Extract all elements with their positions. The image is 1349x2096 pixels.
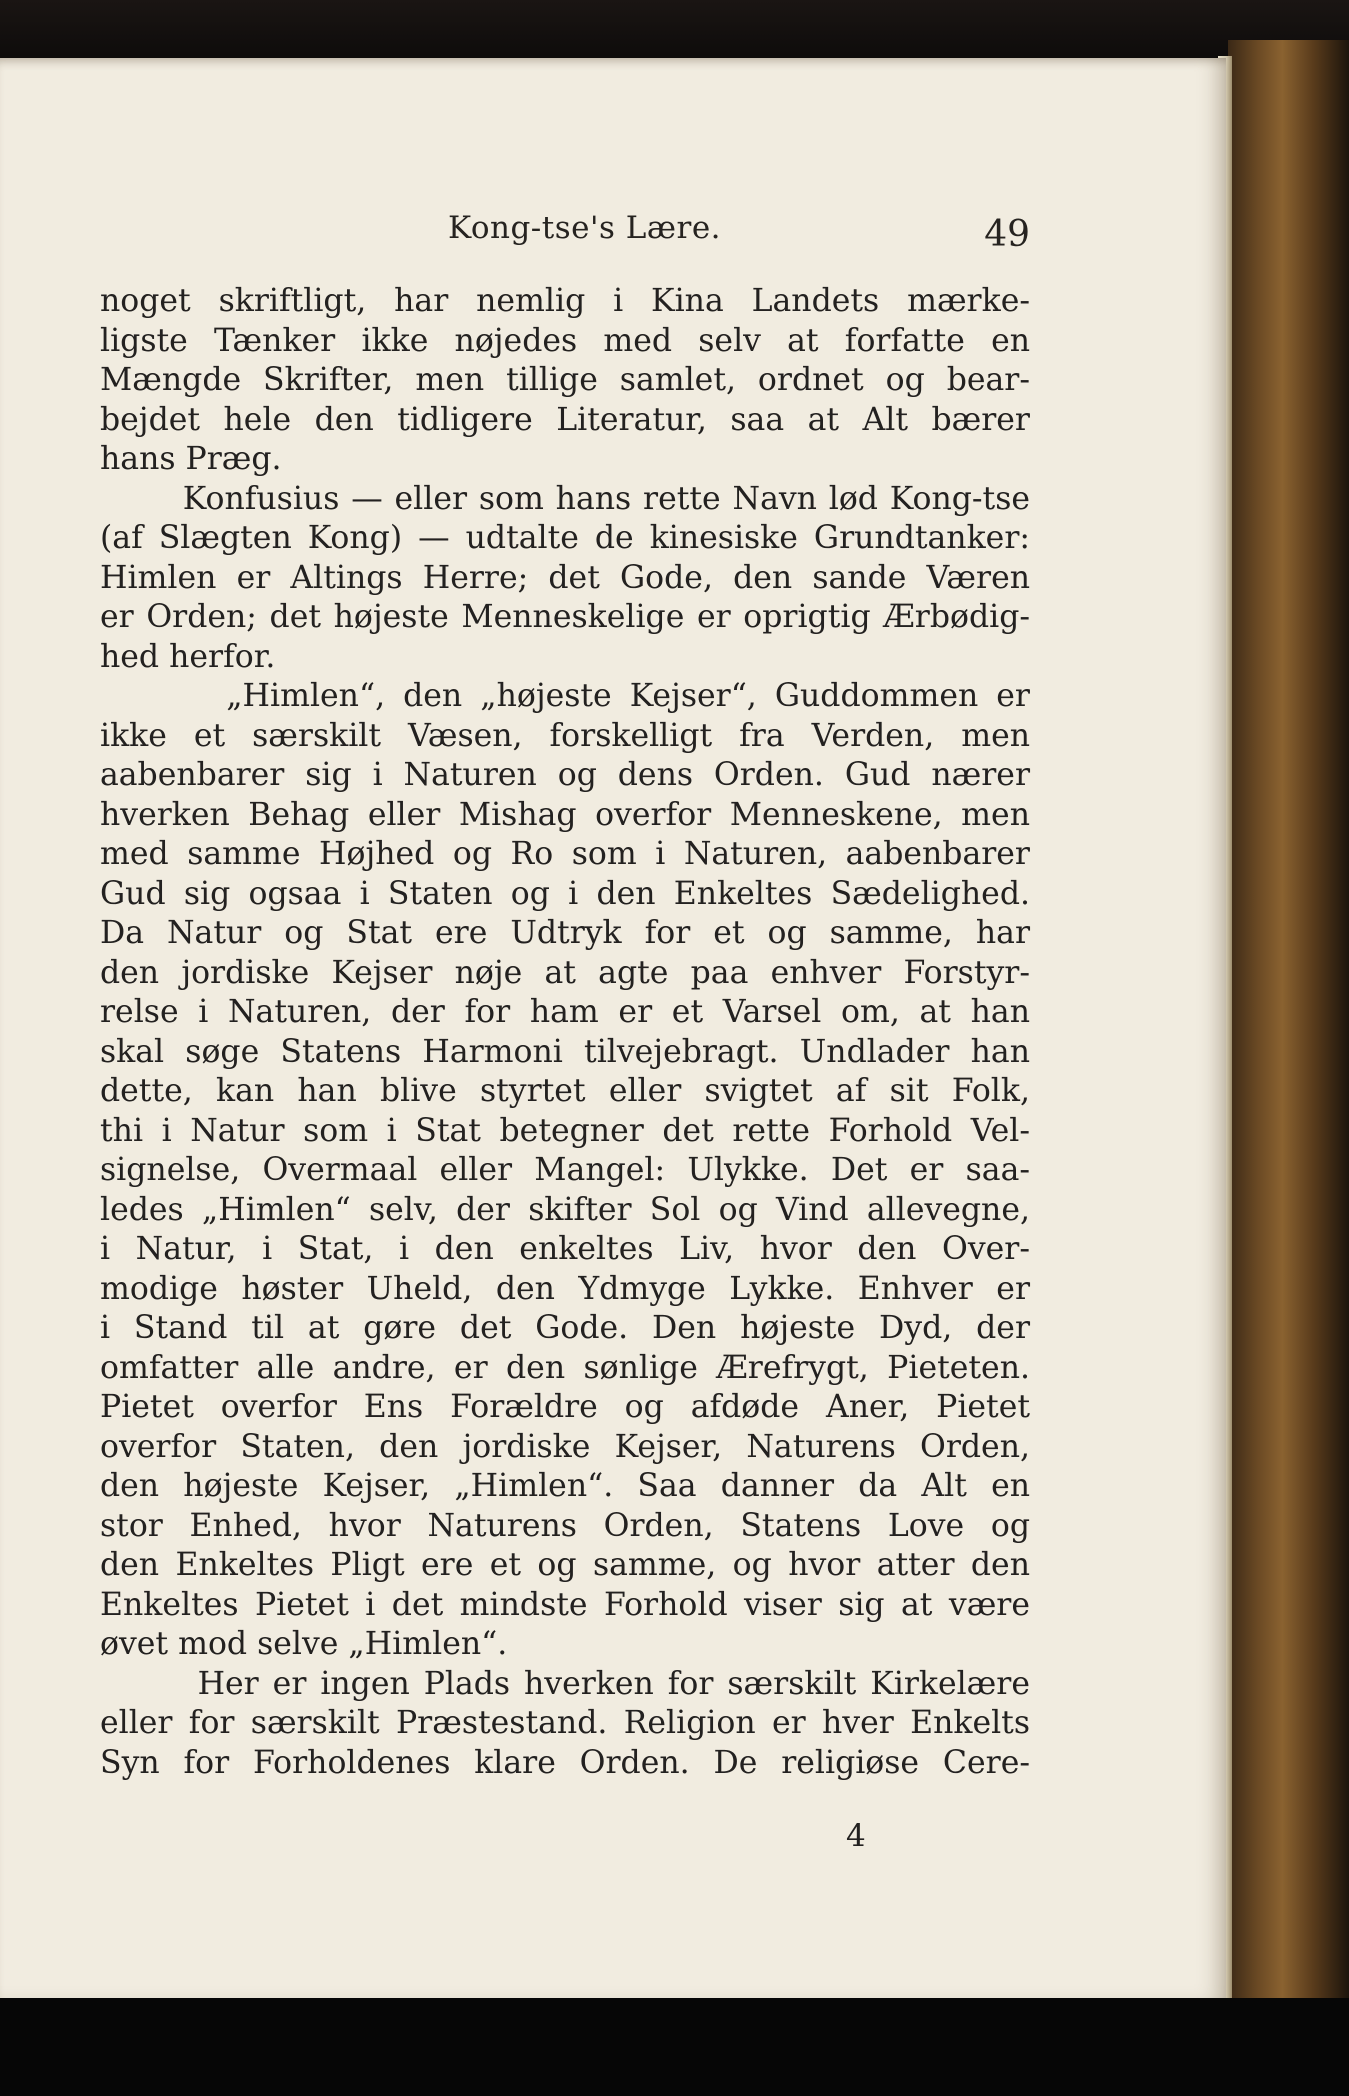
text-line: den højeste Kejser, „Himlen“. Saa danner da Alt en (100, 1468, 1030, 1504)
text-line: omfatter alle andre, er den sønlige Ærefrygt, Pieteten. (100, 1349, 1030, 1386)
text-line: hans Præg. (100, 441, 282, 477)
text-line: ledes „Himlen“ selv, der skifter Sol og Vind allevegne, (100, 1191, 1030, 1228)
text-line: dette, kan han blive styrtet eller svigtet af sit Folk, (100, 1073, 1030, 1109)
text-line: med samme Højhed og Ro som i Naturen, aabenbarer (100, 836, 1030, 872)
text-line: eller for særskilt Præstestand. Religion er hver Enkelts (100, 1705, 1030, 1741)
text-line: stor Enhed, hvor Naturens Orden, Statens Love og (100, 1507, 1030, 1544)
page-number: 49 (984, 214, 1030, 255)
text-line: aabenbarer sig i Naturen og dens Orden. Gud nærer (100, 757, 1030, 793)
text-line: Gud sig ogsaa i Staten og i den Enkeltes Sædelighed. (100, 875, 1030, 912)
text-line: thi i Natur som i Stat betegner det rette Forhold Vel- (100, 1112, 1030, 1149)
text-line: i Stand til at gøre det Gode. Den højeste Dyd, der (100, 1310, 1030, 1346)
text-line: signelse, Overmaal eller Mangel: Ulykke. Det er saa- (100, 1152, 1030, 1188)
text-line: overfor Staten, den jordiske Kejser, Naturens Orden, (100, 1428, 1030, 1465)
text-line: „Himlen“, den „højeste Kejser“, Guddommen er (100, 678, 1030, 714)
text-line: i Natur, i Stat, i den enkeltes Liv, hvor den Over- (100, 1231, 1030, 1267)
text-line: relse i Naturen, der for ham er et Varsel om, at han (100, 994, 1030, 1030)
bottom-background (0, 1998, 1349, 2096)
text-line: Her er ingen Plads hverken for særskilt Kirkelære (100, 1665, 1030, 1702)
body-text (100, 282, 1030, 1783)
text-line: bejdet hele den tidligere Literatur, saa at Alt bærer (100, 401, 1030, 438)
text-line: skal søge Statens Harmoni tilvejebragt. Undlader han (100, 1033, 1030, 1070)
top-background (0, 0, 1349, 62)
text-line: er Orden; det højeste Menneskelige er oprigtig Ærbødig- (100, 599, 1030, 635)
text-line: den jordiske Kejser nøje at agte paa enhver Forstyr- (100, 954, 1030, 991)
page-header (100, 210, 1030, 260)
text-line: Pietet overfor Ens Forældre og afdøde Aner, Pietet (100, 1389, 1030, 1425)
text-line: ligste Tænker ikke nøjedes med selv at forfatte en (100, 322, 1030, 359)
book-spine (1228, 40, 1349, 2050)
signature-mark: 4 (846, 1818, 866, 1854)
text-line: Da Natur og Stat ere Udtryk for et og samme, har (100, 915, 1030, 951)
text-line: Himlen er Altings Herre; det Gode, den sande Væren (100, 559, 1030, 596)
running-head: Kong-tse's Lære. (448, 210, 722, 246)
text-line: noget skriftligt, har nemlig i Kina Landets mærke- (100, 283, 1030, 319)
text-line: modige høster Uheld, den Ydmyge Lykke. Enhver er (100, 1270, 1030, 1307)
text-line: hed herfor. (100, 638, 276, 675)
text-line: Mængde Skrifter, men tillige samlet, ordnet og bear- (100, 362, 1030, 398)
text-line: Enkeltes Pietet i det mindste Forhold viser sig at være (100, 1586, 1030, 1623)
text-line: øvet mod selve „Himlen“. (100, 1626, 508, 1662)
text-line: (af Slægten Kong) — udtalte de kinesiske Grundtanker: (100, 520, 1030, 556)
text-line: den Enkeltes Pligt ere et og samme, og hvor atter den (100, 1547, 1030, 1583)
text-line: Syn for Forholdenes klare Orden. De religiøse Cere- (100, 1744, 1030, 1781)
text-line: Konfusius — eller som hans rette Navn lød Kong-tse (100, 480, 1030, 517)
text-line: hverken Behag eller Mishag overfor Menneskene, men (100, 796, 1030, 833)
text-line: ikke et særskilt Væsen, forskelligt fra Verden, men (100, 717, 1030, 754)
